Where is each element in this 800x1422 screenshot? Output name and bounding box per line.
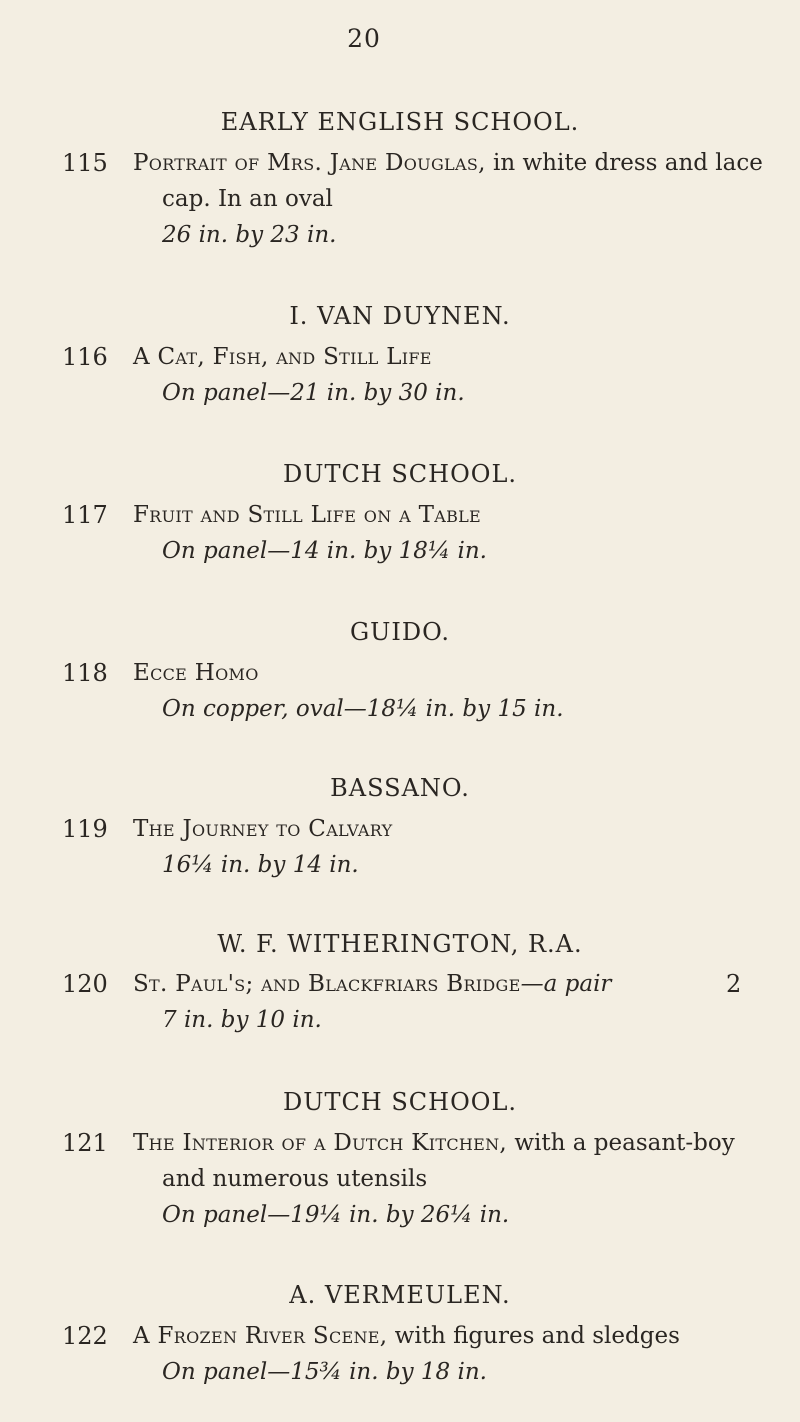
lot-quantity: 2 [726, 970, 742, 998]
lot-title-rest: with a peasant-boy [507, 1130, 735, 1156]
lot-title-rest: —a pair [520, 971, 612, 997]
lot-title: Ecce Homo [133, 660, 259, 686]
lot-dimensions: 16¼ in. by 14 in. [162, 852, 359, 878]
lot-title: Fruit and Still Life on a Table [133, 502, 482, 528]
lot-description [133, 1130, 735, 1156]
lot-detail: cap. In an oval [162, 186, 333, 212]
lot-number: 122 [62, 1322, 108, 1350]
lot-title: A Cat, Fish, and Still Life [133, 344, 432, 370]
lot-number: 118 [62, 659, 108, 687]
school-heading: BASSANO. [330, 774, 470, 802]
lot-title: St. Paul's; and Blackfriars Bridge [133, 971, 521, 997]
lot-title-rest: in white dress and lace [485, 150, 763, 176]
lot-detail: and numerous utensils [162, 1166, 428, 1192]
school-heading: GUIDO. [349, 618, 451, 646]
lot-dimensions: On panel—14 in. by 18¼ in. [162, 538, 487, 564]
lot-number: 119 [62, 815, 108, 843]
school-heading: W. F. WITHERINGTON, R.A. [217, 930, 583, 958]
page-number: 20 [347, 24, 381, 53]
lot-number: 117 [62, 501, 108, 529]
school-heading: I. VAN DUYNEN. [289, 302, 511, 330]
lot-dimensions: 26 in. by 23 in. [162, 222, 337, 248]
school-heading: DUTCH SCHOOL. [282, 460, 518, 488]
lot-title: The Interior of a Dutch Kitchen, [133, 1130, 508, 1156]
lot-number: 120 [62, 970, 108, 998]
school-heading: DUTCH SCHOOL. [282, 1088, 518, 1116]
school-heading: EARLY ENGLISH SCHOOL. [220, 108, 580, 136]
lot-description [133, 150, 763, 176]
lot-title: A Frozen River Scene, [133, 1323, 388, 1349]
lot-dimensions: On panel—21 in. by 30 in. [162, 380, 465, 406]
lot-dimensions: On panel—19¼ in. by 26¼ in. [162, 1202, 510, 1228]
lot-number: 121 [62, 1129, 108, 1157]
lot-dimensions: 7 in. by 10 in. [162, 1007, 322, 1033]
lot-number: 116 [62, 343, 108, 371]
school-heading: A. VERMEULEN. [289, 1281, 511, 1309]
lot-title: Portrait of Mrs. Jane Douglas, [133, 150, 486, 176]
lot-title: The Journey to Calvary [133, 816, 393, 842]
lot-description [133, 971, 611, 997]
lot-dimensions: On panel—15¾ in. by 18 in. [162, 1359, 487, 1385]
lot-description [133, 1323, 680, 1349]
lot-title-rest: with figures and sledges [387, 1323, 680, 1349]
lot-dimensions: On copper, oval—18¼ in. by 15 in. [162, 696, 564, 722]
lot-number: 115 [62, 149, 108, 177]
